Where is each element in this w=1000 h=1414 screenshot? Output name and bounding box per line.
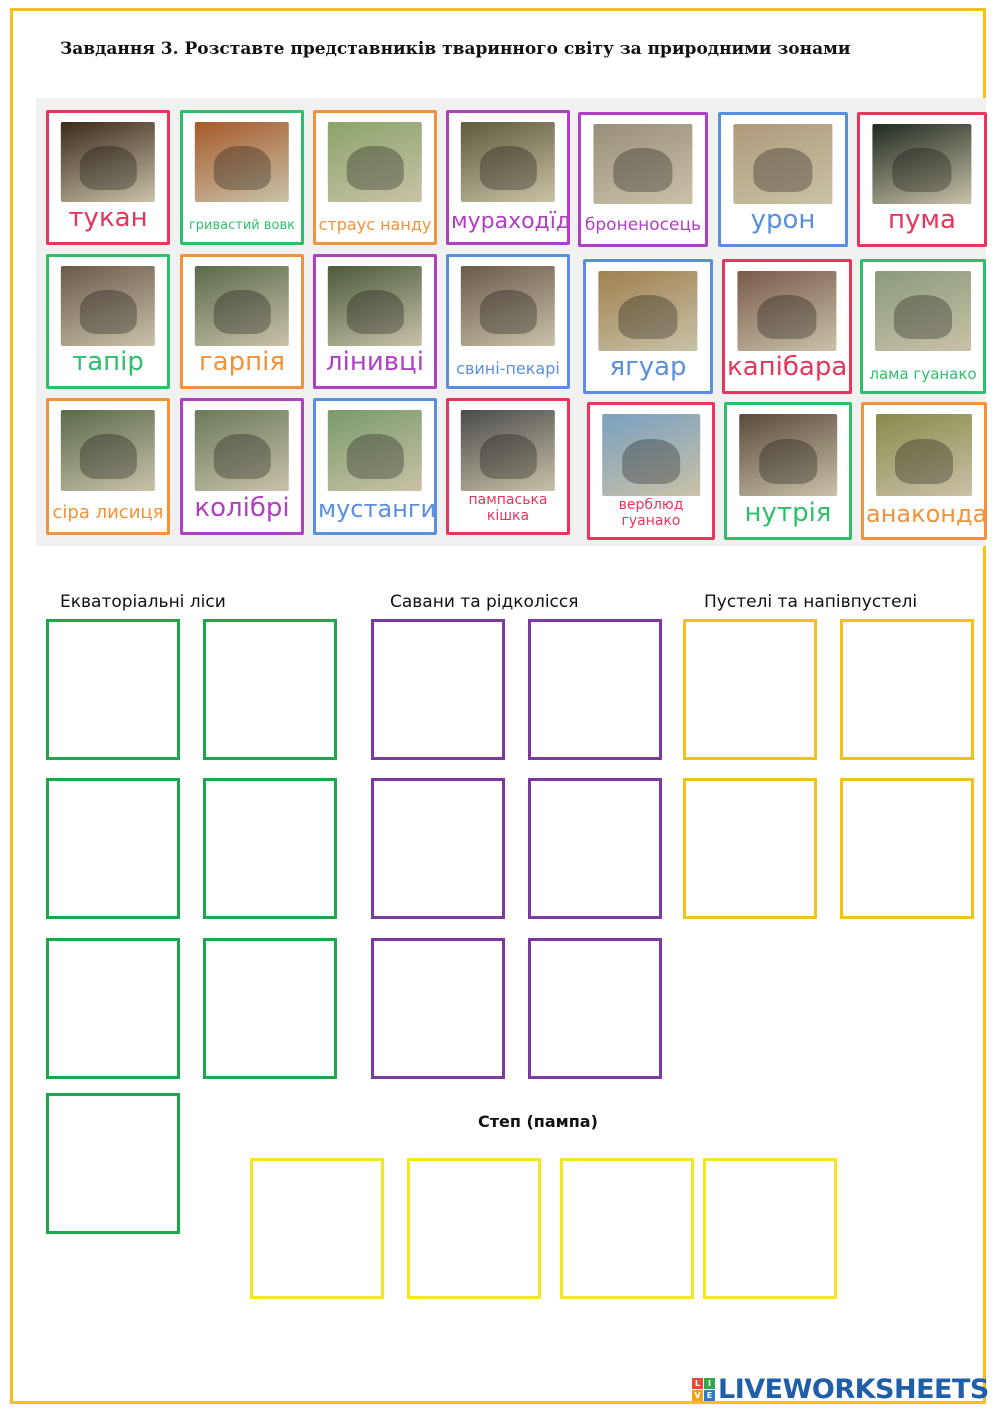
animal-card[interactable] [722, 259, 852, 394]
animal-photo [61, 410, 155, 491]
animal-label: тапір [72, 347, 144, 378]
drop-box-steppe[interactable] [407, 1158, 541, 1299]
drop-box-equatorial[interactable] [46, 938, 180, 1079]
animal-card[interactable] [583, 259, 713, 394]
animal-label: мураходїд [451, 208, 572, 234]
animal-photo [876, 414, 972, 496]
animal-photo [737, 271, 836, 351]
animal-label: колібрі [194, 493, 290, 524]
drop-box-desert[interactable] [840, 778, 974, 919]
logo-badge: L I V E [692, 1378, 715, 1401]
animal-label: лінивці [326, 347, 424, 378]
animal-card[interactable] [446, 398, 570, 535]
animal-card[interactable] [46, 398, 170, 535]
animal-photo [733, 124, 832, 204]
animal-label: сіра лисиця [52, 502, 164, 524]
animal-photo [195, 410, 289, 491]
animal-photo [875, 271, 971, 351]
animal-label: лама гуанако [869, 364, 977, 383]
animal-photo [61, 122, 155, 202]
zone-title-desert: Пустелі та напівпустелі [704, 592, 918, 612]
animal-card[interactable] [857, 112, 987, 247]
animal-card[interactable] [180, 254, 304, 389]
animal-photo [195, 266, 289, 346]
animal-card[interactable] [46, 110, 170, 245]
animal-card[interactable] [860, 259, 986, 394]
animal-label: капібара [727, 352, 848, 383]
zone-title-equatorial: Екваторіальні ліси [60, 592, 226, 612]
animal-photo [602, 414, 700, 496]
drop-box-equatorial[interactable] [46, 619, 180, 760]
animal-label: ягуар [609, 352, 687, 383]
animal-card[interactable] [46, 254, 170, 389]
drop-box-steppe[interactable] [250, 1158, 384, 1299]
drop-box-desert[interactable] [683, 778, 817, 919]
drop-box-equatorial[interactable] [203, 938, 337, 1079]
animal-card[interactable] [313, 110, 437, 245]
drop-box-savanna[interactable] [528, 938, 662, 1079]
drop-box-equatorial[interactable] [46, 778, 180, 919]
drop-box-steppe[interactable] [560, 1158, 694, 1299]
animal-photo [593, 124, 692, 204]
animal-label: тукан [68, 203, 148, 234]
animal-label: нутрія [744, 498, 832, 529]
animal-card[interactable] [578, 112, 708, 247]
animal-label: верблюд гуанако [618, 496, 684, 529]
drop-box-savanna[interactable] [371, 619, 505, 760]
task-title: Завдання 3. Розставте представників тваринного світу за природними зонами [60, 39, 851, 59]
drop-box-savanna[interactable] [528, 778, 662, 919]
drop-box-savanna[interactable] [371, 938, 505, 1079]
animal-photo [598, 271, 697, 351]
liveworksheets-logo: L I V E LIVEWORKSHEETS [692, 1373, 989, 1405]
animal-label: урон [750, 205, 816, 236]
zone-title-steppe: Степ (пампа) [478, 1112, 598, 1131]
animal-photo [328, 410, 422, 491]
drop-box-savanna[interactable] [371, 778, 505, 919]
animal-label: гривастий вовк [188, 218, 296, 234]
animal-label: броненосець [584, 215, 702, 236]
animal-photo [461, 122, 555, 202]
drop-box-desert[interactable] [840, 619, 974, 760]
animal-photo [872, 124, 971, 204]
animal-photo [739, 414, 837, 496]
animal-photo [461, 266, 555, 346]
drop-box-equatorial[interactable] [203, 778, 337, 919]
drop-box-equatorial[interactable] [46, 1093, 180, 1234]
drop-box-equatorial[interactable] [203, 619, 337, 760]
animal-label: мустанги [318, 495, 437, 524]
animal-label: свині-пекарі [456, 358, 560, 378]
animal-card[interactable] [446, 254, 570, 389]
animal-label: пампаська кішка [468, 491, 548, 524]
animal-label: гарпія [199, 347, 285, 378]
animal-photo [61, 266, 155, 346]
animal-label: пума [888, 205, 956, 236]
animal-card[interactable] [313, 398, 437, 535]
animal-card[interactable] [180, 398, 304, 535]
drop-box-savanna[interactable] [528, 619, 662, 760]
animal-photo [328, 266, 422, 346]
drop-box-steppe[interactable] [703, 1158, 837, 1299]
animal-card[interactable] [724, 402, 852, 540]
animal-photo [195, 122, 289, 202]
drop-box-desert[interactable] [683, 619, 817, 760]
animal-card[interactable] [718, 112, 848, 247]
animal-label: анаконда [866, 500, 988, 529]
animal-photo [328, 122, 422, 202]
animal-label: страус нанду [318, 214, 432, 234]
animal-card[interactable] [587, 402, 715, 540]
animal-card[interactable] [313, 254, 437, 389]
zone-title-savanna: Савани та рідколісся [390, 592, 579, 612]
animal-card[interactable] [446, 110, 570, 245]
animal-card[interactable] [180, 110, 304, 245]
animal-card[interactable] [861, 402, 987, 540]
animal-photo [461, 410, 555, 491]
